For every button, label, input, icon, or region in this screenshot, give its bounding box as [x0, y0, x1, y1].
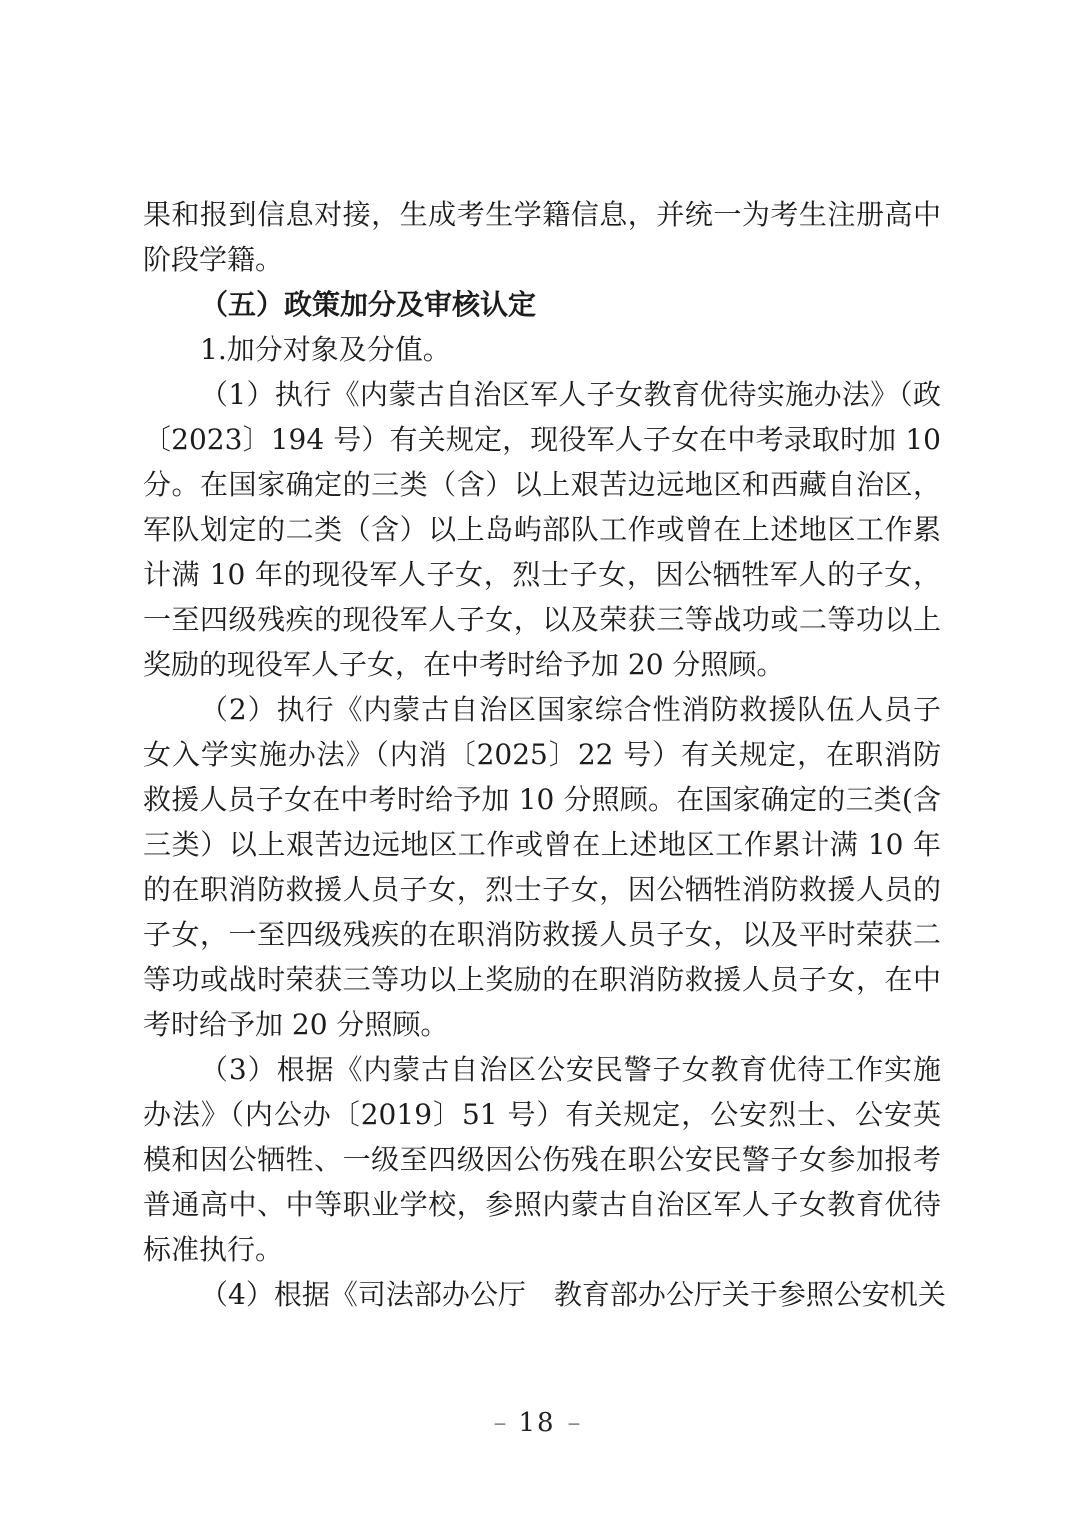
document-line: （2）执行《内蒙古自治区国家综合性消防救援队伍人员子: [200, 693, 941, 726]
document-line: 三类）以上艰苦边远地区工作或曾在上述地区工作累计满 10 年: [143, 828, 941, 861]
document-line: 军队划定的二类（含）以上岛屿部队工作或曾在上述地区工作累: [143, 513, 941, 546]
document-line: 〔2023〕194 号）有关规定，现役军人子女在中考录取时加 10: [143, 423, 941, 456]
page-number-dash-right: –: [567, 1408, 581, 1438]
document-line: 模和因公牺牲、一级至四级因公伤残在职公安民警子女参加报考: [143, 1143, 941, 1176]
document-line: 的在职消防救援人员子女，烈士子女，因公牺牲消防救援人员的: [143, 873, 941, 906]
document-line: （3）根据《内蒙古自治区公安民警子女教育优待工作实施: [200, 1053, 941, 1086]
document-line: 计满 10 年的现役军人子女，烈士子女，因公牺牲军人的子女，: [143, 558, 941, 591]
document-line: （4）根据《司法部办公厅 教育部办公厅关于参照公安机关: [200, 1278, 946, 1311]
document-line: 救援人员子女在中考时给予加 10 分照顾。在国家确定的三类(含: [143, 783, 941, 816]
document-line: 等功或战时荣获三等功以上奖励的在职消防救援人员子女，在中: [143, 963, 941, 996]
document-line: 分。在国家确定的三类（含）以上艰苦边远地区和西藏自治区，: [143, 468, 941, 501]
document-line: 标准执行。: [143, 1233, 284, 1266]
document-line: 女入学实施办法》（内消〔2025〕22 号）有关规定，在职消防: [143, 738, 941, 771]
document-line: 子女，一至四级残疾的在职消防救援人员子女，以及平时荣获二: [143, 918, 941, 951]
document-line: 阶段学籍。: [143, 243, 284, 276]
document-line: （五）政策加分及审核认定: [200, 288, 537, 321]
document-body: [143, 192, 946, 1317]
document-line: 考时给予加 20 分照顾。: [143, 1008, 449, 1041]
document-line: 奖励的现役军人子女，在中考时给予加 20 分照顾。: [143, 648, 785, 681]
page-footer: [0, 1403, 1074, 1443]
document-line: 1.加分对象及分值。: [200, 333, 451, 366]
document-line: 一至四级残疾的现役军人子女，以及荣获三等战功或二等功以上: [143, 603, 941, 636]
document-line: 办法》（内公办〔2019〕51 号）有关规定，公安烈士、公安英: [143, 1098, 941, 1131]
document-line: 果和报到信息对接，生成考生学籍信息，并统一为考生注册高中: [143, 198, 941, 231]
document-line: （1）执行《内蒙古自治区军人子女教育优待实施办法》（政: [200, 378, 941, 411]
page-number: 18: [518, 1408, 556, 1438]
document-line: 普通高中、中等职业学校，参照内蒙古自治区军人子女教育优待: [143, 1188, 941, 1221]
page-number-dash-left: –: [493, 1408, 507, 1438]
